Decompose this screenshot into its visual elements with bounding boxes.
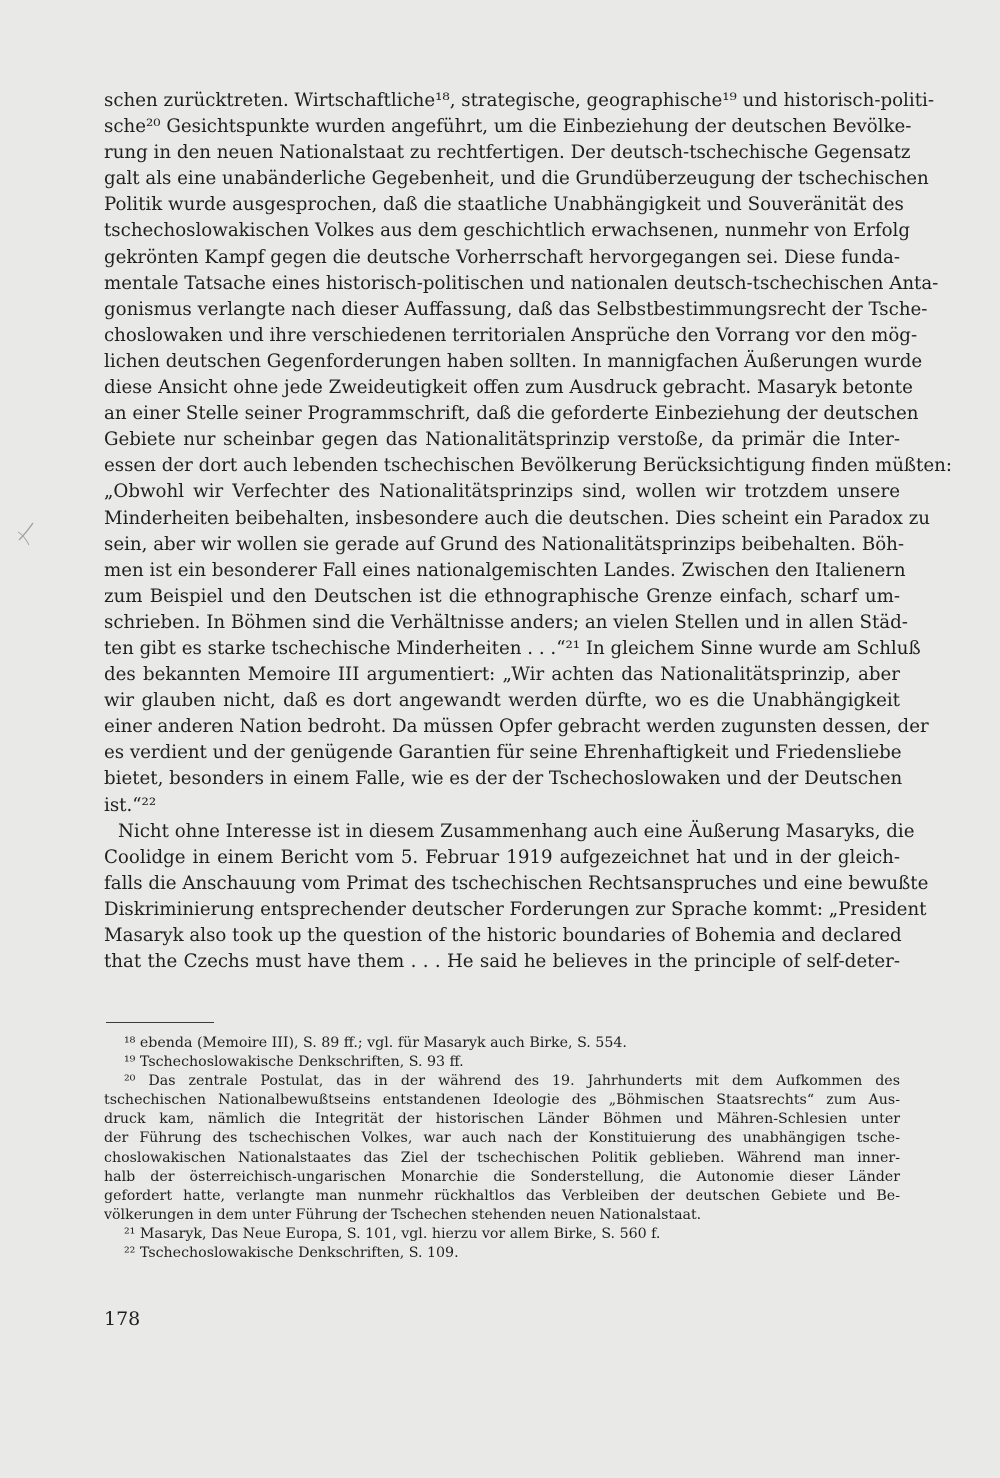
text-line: einer anderen Nation bedroht. Da müssen Opfer gebracht werden zugunsten dessen, der xyxy=(104,716,929,738)
text-line: Coolidge in einem Bericht vom 5. Februar 1919 aufgezeichnet hat und in der gleich- xyxy=(104,846,900,868)
text-line: bietet, besonders in einem Falle, wie es der der Tschechoslowaken und der Deutschen xyxy=(104,768,903,790)
footnote-divider xyxy=(106,1022,214,1023)
footnote-line: tschechischen Nationalbewußtseins entstandenen Ideologie des „Böhmischen Staatsrechts“ zum Aus- xyxy=(104,1092,900,1109)
pencil-mark-icon xyxy=(14,518,38,548)
text-line: men ist ein besonderer Fall eines nationalgemischten Landes. Zwischen den Italienern xyxy=(104,559,906,581)
main-text xyxy=(104,88,952,975)
page-number: 178 xyxy=(104,1308,141,1330)
text-line: „Obwohl wir Verfechter des Nationalitätsprinzips sind, wollen wir trotzdem unsere xyxy=(104,481,900,503)
footnote-line: ²⁰ Das zentrale Postulat, das in der während des 19. Jahrhunderts mit dem Aufkommen des xyxy=(124,1073,900,1090)
text-line: sein, aber wir wollen sie gerade auf Grund des Nationalitätsprinzips beibehalten. Böh- xyxy=(104,533,905,555)
footnote-line: ²¹ Masaryk, Das Neue Europa, S. 101, vgl. hierzu vor allem Birke, S. 560 f. xyxy=(124,1225,661,1242)
text-line: Minderheiten beibehalten, insbesondere auch die deutschen. Dies scheint ein Paradox zu xyxy=(104,507,931,529)
text-line: Masaryk also took up the question of the historic boundaries of Bohemia and declared xyxy=(104,925,902,946)
footnote-line: choslowakischen Nationalstaates das Ziel der tschechischen Politik geblieben. Während man inner- xyxy=(104,1149,900,1166)
text-line: choslowaken und ihre verschiedenen territorialen Ansprüche den Vorrang vor den mög- xyxy=(104,324,918,346)
text-line: zum Beispiel und den Deutschen ist die ethnographische Grenze einfach, scharf um- xyxy=(104,585,900,607)
text-line: Politik wurde ausgesprochen, daß die staatliche Unabhängigkeit und Souveränität des xyxy=(104,194,904,216)
footnotes xyxy=(104,1034,900,1263)
text-line: mentale Tatsache eines historisch-politischen und nationalen deutsch-tschechischen Anta- xyxy=(104,272,939,294)
text-line: des bekannten Memoire III argumentiert: „Wir achten das Nationalitätsprinzip, aber xyxy=(104,664,900,686)
footnote-line: der Führung des tschechischen Volkes, war auch nach der Konstituierung des unabhängigen tsche- xyxy=(104,1130,900,1147)
text-line: gekrönten Kampf gegen die deutsche Vorherrschaft hervorgegangen sei. Diese funda- xyxy=(104,246,900,268)
text-line: diese Ansicht ohne jede Zweideutigkeit offen zum Ausdruck gebracht. Masaryk betonte xyxy=(104,377,913,399)
text-line: wir glauben nicht, daß es dort angewandt werden dürfte, wo es die Unabhängigkeit xyxy=(104,690,900,712)
text-line: Gebiete nur scheinbar gegen das Nationalitätsprinzip verstoße, da primär die Inter- xyxy=(104,429,900,451)
text-line: galt als eine unabänderliche Gegebenheit, und die Grundüberzeugung der tschechischen xyxy=(104,168,929,190)
text-line: ist.“²² xyxy=(104,794,157,816)
footnote-line: ¹⁸ ebenda (Memoire III), S. 89 ff.; vgl. für Masaryk auch Birke, S. 554. xyxy=(124,1035,627,1051)
text-line: es verdient und der genügende Garantien für seine Ehrenhaftigkeit und Friedensliebe xyxy=(104,742,902,764)
text-line: schrieben. In Böhmen sind die Verhältnisse anders; an vielen Stellen und in allen Städ- xyxy=(104,611,908,633)
text-line: sche²⁰ Gesichtspunkte wurden angeführt, um die Einbeziehung der deutschen Bevölke- xyxy=(104,116,912,138)
text-line: lichen deutschen Gegenforderungen haben sollten. In mannigfachen Äußerungen wurde xyxy=(104,350,923,372)
text-line: falls die Anschauung vom Primat des tschechischen Rechtsanspruches und eine bewußte xyxy=(104,872,929,894)
text-line: Nicht ohne Interesse ist in diesem Zusammenhang auch eine Äußerung Masaryks, die xyxy=(118,820,915,842)
footnote-line: druck kam, nämlich die Integrität der historischen Länder Böhmen und Mähren-Schlesien unter xyxy=(104,1111,900,1128)
text-line: gonismus verlangte nach dieser Auffassung, daß das Selbstbestimmungsrecht der Tsche- xyxy=(104,298,928,320)
text-line: essen der dort auch lebenden tschechischen Bevölkerung Berücksichtigung finden müßten: xyxy=(104,455,952,477)
text-line: ten gibt es starke tschechische Minderheiten . . .“²¹ In gleichem Sinne wurde am Schluß xyxy=(104,637,921,659)
text-line: Diskriminierung entsprechender deutscher Forderungen zur Sprache kommt: „President xyxy=(104,898,927,920)
footnote-line: völkerungen in dem unter Führung der Tschechen stehenden neuen Nationalstaat. xyxy=(104,1206,702,1223)
text-line: an einer Stelle seiner Programmschrift, daß die geforderte Einbeziehung der deutschen xyxy=(104,403,919,425)
footnote-line: ²² Tschechoslowakische Denkschriften, S. 109. xyxy=(124,1245,459,1262)
text-line: schen zurücktreten. Wirtschaftliche¹⁸, strategische, geographische¹⁹ und historisch-politi- xyxy=(104,90,934,111)
text-line: rung in den neuen Nationalstaat zu rechtfertigen. Der deutsch-tschechische Gegensatz xyxy=(104,142,911,164)
text-line: tschechoslowakischen Volkes aus dem geschichtlich erwachsenen, nunmehr von Erfolg xyxy=(104,220,910,242)
footnote-line: ¹⁹ Tschechoslowakische Denkschriften, S. 93 ff. xyxy=(124,1054,464,1071)
footnote-line: gefordert hatte, verlangte man nunmehr rückhaltlos das Verbleiben der deutschen Gebiete und Be- xyxy=(104,1187,900,1204)
footnote-line: halb der österreichisch-ungarischen Monarchie die Sonderstellung, die Autonomie dieser Länder xyxy=(104,1168,900,1185)
text-line: that the Czechs must have them . . . He said he believes in the principle of self-deter- xyxy=(104,951,900,973)
